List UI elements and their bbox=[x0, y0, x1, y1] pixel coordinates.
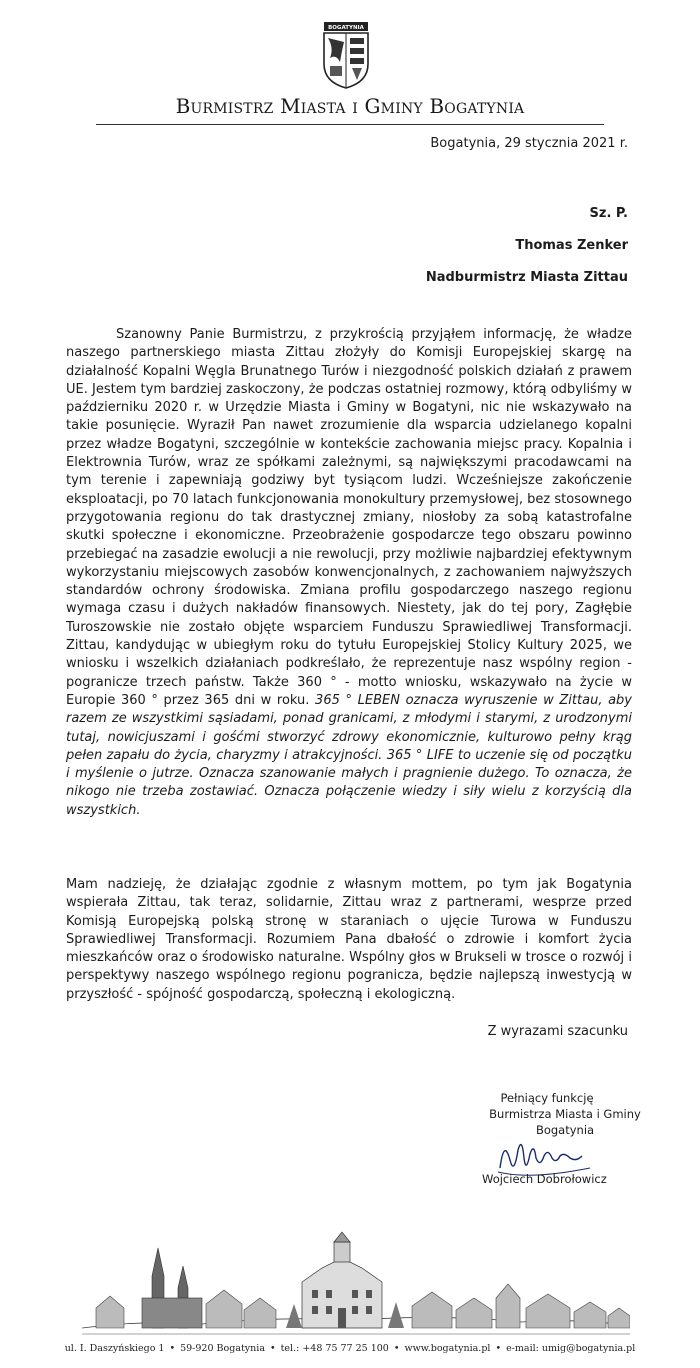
svg-text:BOGATYNIA: BOGATYNIA bbox=[328, 25, 364, 31]
letter-date: Bogatynia, 29 stycznia 2021 r. bbox=[430, 136, 628, 151]
footer-separator: • bbox=[495, 1343, 502, 1354]
signatory-role-line-1: Pełniący funkcję bbox=[500, 1091, 594, 1105]
footer-address: ul. I. Daszyńskiego 1 bbox=[64, 1343, 165, 1354]
footer-contact-line bbox=[0, 1343, 700, 1354]
footer-separator: • bbox=[270, 1343, 276, 1354]
signatory-name: Wojciech Dobrołowicz bbox=[482, 1172, 607, 1186]
body-paragraph-2: Mam nadzieję, że działając zgodnie z własnym mottem, po tym jak Bogatynia wspierała Zittau, tak teraz, solidarnie, Zittau wraz z partnerami, wesprze przed Komisją Europejską polską stronę w staraniach o ujęcie Turowa w Funduszu Sprawiedliwej Transformacji. Rozumiem Pana dbałość o zdrowie i komfort życia mieszkańców oraz o środowisko naturalne. Wspólny głos w Brukseli w trosce o rozwój i perspektywy naszego wspólnego regionu pogranicza, będzie najlepszą inwestycją w przyszłość - spójność gospodarczą, społeczną i ekologiczną. bbox=[66, 877, 632, 1002]
body-paragraph-1 bbox=[66, 326, 632, 820]
signatory-role-line-3: Bogatynia bbox=[535, 1123, 595, 1137]
footer-separator: • bbox=[169, 1343, 176, 1354]
signatory-role-line-2: Burmistrza Miasta i Gminy bbox=[489, 1107, 641, 1121]
closing-phrase: Z wyrazami szacunku bbox=[487, 1024, 628, 1039]
footer-website[interactable]: www.bogatynia.pl bbox=[404, 1343, 491, 1354]
paragraph-1-motto-quote: 365 ° LEBEN oznacza wyruszenie w Zittau, aby razem ze wszystkimi sąsiadami, ponad granicami, z młodymi i starymi, z urodzonymi tutaj, nowicjuszami i gośćmi stworzyć zdrowy ekonomicznie, kulturowo pełny krąg pełen zapału do życia, charyzmy i atrakcyjności. 365 ° LIFE to uczenie się od początku i myślenie o jutrze. Oznacza szanowanie małych i pragnienie dużego. To oznacza, że nikogo nie trzeba zostawiać. Oznacza połączenie wiedzy i siły wielu z korzyścią dla wszystkich. bbox=[66, 692, 632, 818]
recipient-name: Thomas Zenker bbox=[515, 238, 628, 253]
paragraph-1-text: Szanowny Panie Burmistrzu, z przykrością przyjąłem informację, że władze naszego partnerskiego miasta Zittau złożyły do Komisji Europejskiej skargę na działalność Kopalni Węgla Brunatnego Turów i niezgodność polskich działań z prawem UE. Jestem tym bardziej zaskoczony, że podczas ostatniej rozmowy, którą odbyliśmy w październiku 2020 r. w Urzędzie Miasta i Gminy w Bogatyni, nic nie wskazywało na takie posunięcie. Wyraził Pan nawet zrozumienie dla wsparcia udzielanego kopalni przez władze Bogatyni, szczególnie w kontekście zachowania miejsc pracy. Kopalnia i Elektrownia Turów, wraz ze spółkami zależnymi, są największymi pracodawcami na tym terenie i zapewniają godziwy byt tysiącom ludzi. Wcześniejsze zakończenie eksploatacji, po 70 latach funkcjonowania monokultury przemysłowej, bez stosownego przygotowania regionu do tak drastycznej zmiany, niosłoby za sobą katastrofalne skutki społeczne i ekonomiczne. Przeobrażenie gospodarcze tego obszaru powinno przebiegać na zasadzie ewolucji a nie rewolucji, przy możliwie najbardziej efektywnym wykorzystaniu miejscowych zasobów konwencjonalnych, z zachowaniem najwyższych standardów ochrony środowiska. Zmiana profilu gospodarczego naszego regionu wymaga czasu i dużych nakładów finansowych. Niestety, jak do tej pory, Zagłębie Turoszowskie nie zostało objęte wsparciem Funduszu Sprawiedliwej Transformacji. Zittau, kandydując w ubiegłym roku do tytułu Europejskiej Stolicy Kultury 2025, we wniosku i wszelkich działaniach podkreślało, że reprezentuje nasz wspólny region - pogranicze trzech państw. Także 360 ° - motto wniosku, wskazywało na życie w Europie 360 ° przez 365 dni w roku. bbox=[66, 327, 632, 708]
recipient-salutation: Sz. P. bbox=[589, 206, 628, 221]
town-skyline-illustration bbox=[82, 1228, 630, 1340]
letterhead-title: Burmistrz Miasta i Gminy Bogatynia bbox=[175, 94, 525, 118]
footer-phone: tel.: +48 75 77 25 100 bbox=[280, 1343, 389, 1354]
title-divider bbox=[96, 124, 604, 125]
coat-of-arms-icon bbox=[318, 20, 374, 90]
footer-postal: 59-920 Bogatynia bbox=[180, 1343, 265, 1354]
recipient-position: Nadburmistrz Miasta Zittau bbox=[425, 270, 628, 285]
footer-email[interactable]: e-mail: umig@bogatynia.pl bbox=[506, 1343, 636, 1354]
footer-separator: • bbox=[393, 1343, 400, 1354]
